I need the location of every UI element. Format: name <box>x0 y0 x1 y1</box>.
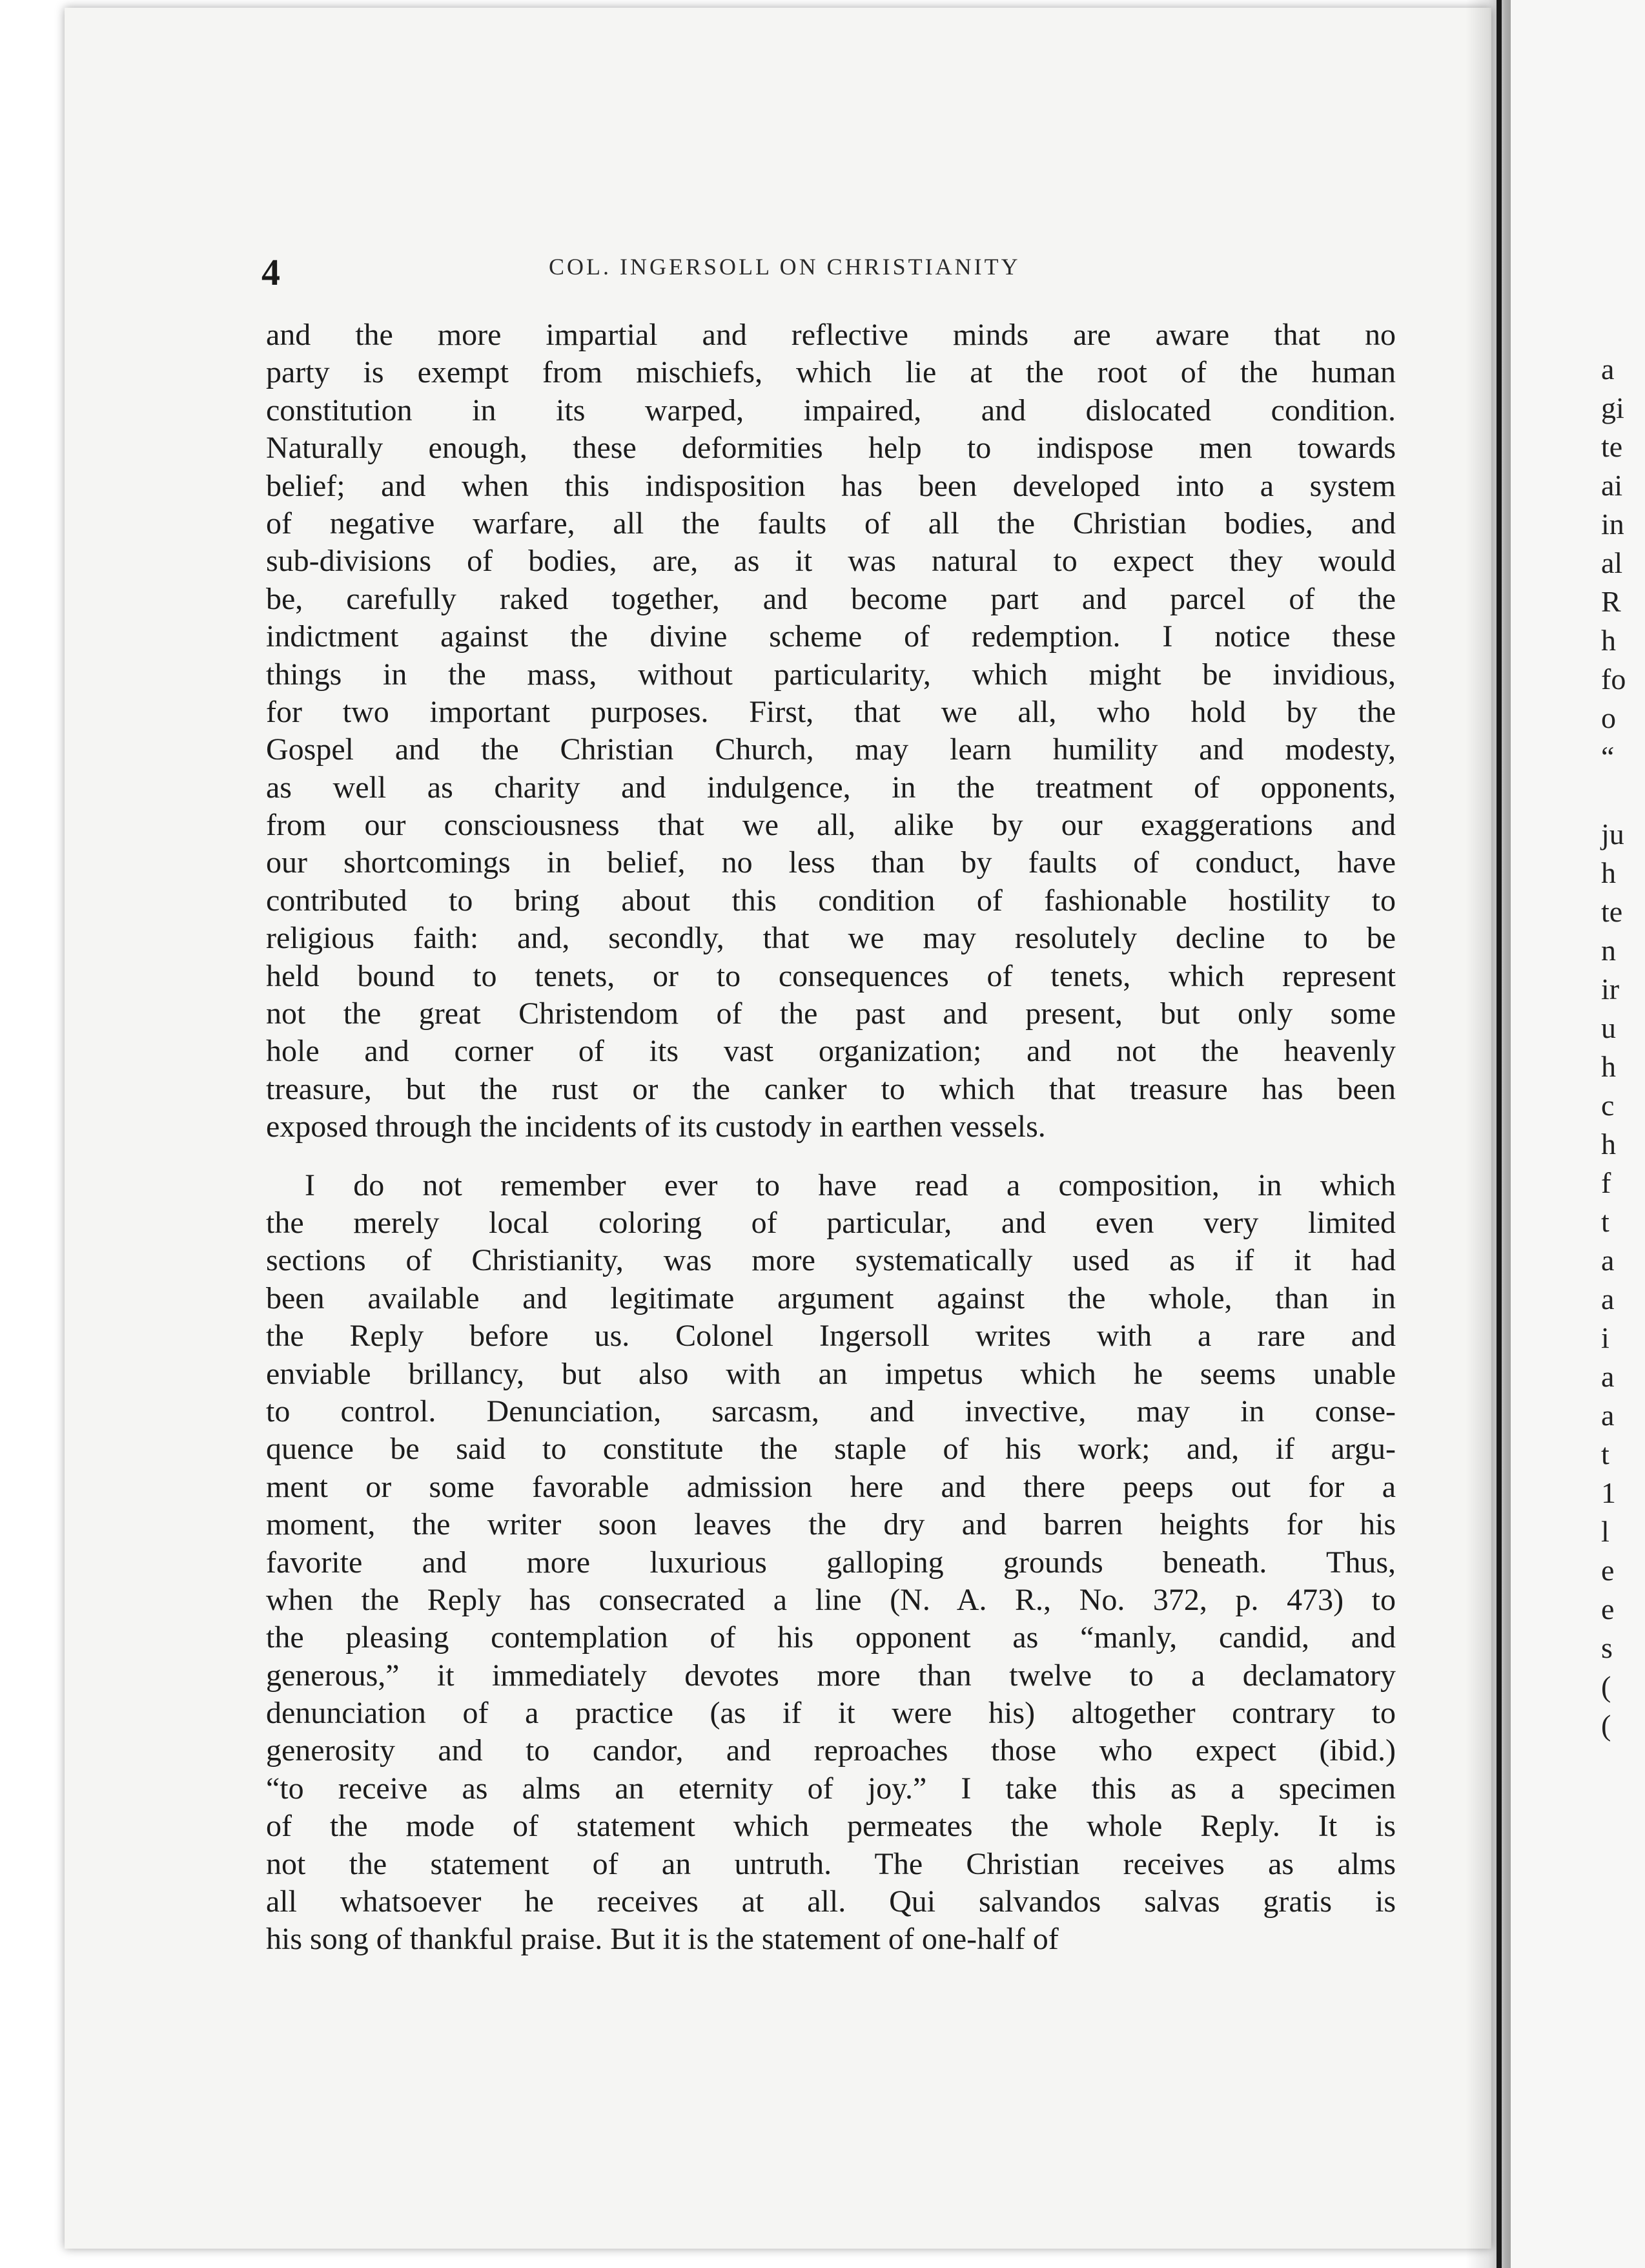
facing-page-fragment: a <box>1601 1360 1615 1393</box>
facing-page-fragment: c <box>1601 1089 1615 1122</box>
facing-page-fragment: h <box>1601 1128 1616 1160</box>
facing-page-fragment: l <box>1601 1515 1609 1548</box>
text-line: his song of thankful praise. But it is the statement of one-half of <box>266 1922 1059 1957</box>
facing-page-fragment: h <box>1601 856 1616 889</box>
facing-page-fragment: te <box>1601 895 1623 928</box>
facing-page-fragment: a <box>1601 1283 1615 1315</box>
facing-page-fragment: e <box>1601 1593 1615 1625</box>
text-line: not the statement of an untruth. The Christian receives as alms <box>266 1846 1396 1881</box>
facing-page-fragment: ir <box>1601 973 1620 1005</box>
facing-page-fragment: t <box>1601 1438 1609 1470</box>
text-line: the merely local coloring of particular, and even very limited <box>266 1205 1396 1240</box>
text-line: of the mode of statement which permeates the whole Reply. It is <box>266 1809 1396 1844</box>
text-line: hole and corner of its vast organization; and not the heavenly <box>266 1034 1396 1069</box>
text-line: enviable brillancy, but also with an impetus which he seems unable <box>266 1356 1396 1391</box>
text-line: moment, the writer soon leaves the dry and barren heights for his <box>266 1507 1396 1542</box>
facing-page-fragment: fo <box>1601 663 1626 696</box>
text-line: all whatsoever he receives at all. Qui salvandos salvas gratis is <box>266 1884 1396 1919</box>
facing-page-fragment: 1 <box>1601 1476 1616 1509</box>
facing-page-fragment: a <box>1601 353 1615 386</box>
text-line: things in the mass, without particularity, which might be invidious, <box>266 657 1396 692</box>
text-line: sections of Christianity, was more systematically used as if it had <box>266 1243 1396 1278</box>
text-line: as well as charity and indulgence, in the treatment of opponents, <box>266 770 1396 805</box>
facing-page-fragment: f <box>1601 1166 1611 1199</box>
text-line: I do not remember ever to have read a composition, in which <box>305 1168 1396 1202</box>
facing-page-fragment: n <box>1601 934 1616 967</box>
facing-page-fragment: h <box>1601 1050 1616 1083</box>
text-line: from our consciousness that we all, alike by our exaggerations and <box>266 808 1396 843</box>
facing-page-fragment: e <box>1601 1554 1615 1587</box>
text-line: denunciation of a practice (as if it were his) altogether contrary to <box>266 1696 1396 1731</box>
facing-page-fragment: a <box>1601 1399 1615 1432</box>
body-text <box>266 316 1396 1959</box>
text-line: “to receive as alms an eternity of joy.” I take this as a specimen <box>266 1771 1396 1806</box>
text-line: sub-divisions of bodies, are, as it was natural to expect they would <box>266 544 1396 579</box>
text-line: treasure, but the rust or the canker to which that treasure has been <box>266 1071 1396 1106</box>
page-number: 4 <box>261 251 280 293</box>
facing-page-fragment: R <box>1601 585 1621 618</box>
text-line: be, carefully raked together, and become part and parcel of the <box>266 581 1396 616</box>
facing-page-fragment: al <box>1601 546 1623 579</box>
facing-page-fragment: ( <box>1601 1670 1611 1703</box>
text-line: when the Reply has consecrated a line (N. A. R., No. 372, p. 473) to <box>266 1582 1396 1617</box>
text-line: and the more impartial and reflective minds are aware that no <box>266 318 1396 352</box>
text-line: Gospel and the Christian Church, may learn humility and modesty, <box>266 732 1396 767</box>
text-line: of negative warfare, all the faults of all the Christian bodies, and <box>266 506 1396 541</box>
right-page-edge <box>1504 0 1645 2268</box>
text-line: Naturally enough, these deformities help to indispose men towards <box>266 431 1396 466</box>
text-line: quence be said to constitute the staple of his work; and, if argu- <box>266 1432 1396 1467</box>
facing-page-fragment: h <box>1601 624 1616 657</box>
text-line: generosity and to candor, and reproaches those who expect (ibid.) <box>266 1733 1396 1768</box>
facing-page-fragment: u <box>1601 1011 1616 1044</box>
text-line: not the great Christendom of the past and present, but only some <box>266 996 1396 1031</box>
text-line: for two important purposes. First, that we all, who hold by the <box>266 694 1396 729</box>
facing-page-fragment: o <box>1601 701 1616 734</box>
facing-page-fragment: a <box>1601 1244 1615 1277</box>
facing-page-fragment: i <box>1601 1321 1609 1354</box>
text-line: been available and legitimate argument against the whole, than in <box>266 1281 1396 1315</box>
facing-page-fragment: ai <box>1601 469 1623 502</box>
paragraph <box>266 316 1396 1146</box>
text-line: ment or some favorable admission here and there peeps out for a <box>266 1469 1396 1504</box>
text-line: to control. Denunciation, sarcasm, and invective, may in conse- <box>266 1394 1396 1428</box>
text-line: contributed to bring about this condition of fashionable hostility to <box>266 883 1396 918</box>
facing-page-fragment: “ <box>1601 740 1615 773</box>
text-line: generous,” it immediately devotes more than twelve to a declamatory <box>266 1658 1396 1693</box>
text-line: party is exempt from mischiefs, which lie at the root of the human <box>266 355 1396 390</box>
gutter-shadow <box>1466 0 1511 2268</box>
text-line: held bound to tenets, or to consequences of tenets, which represent <box>266 958 1396 993</box>
facing-page-fragment: ( <box>1601 1709 1611 1742</box>
facing-page-fragment: ju <box>1601 818 1624 850</box>
facing-page-fragment: t <box>1601 1205 1609 1238</box>
paragraph <box>266 1167 1396 1959</box>
text-line: the pleasing contemplation of his opponent as “manly, candid, and <box>266 1620 1396 1655</box>
gutter-line <box>1497 0 1502 2268</box>
text-line: belief; and when this indisposition has been developed into a system <box>266 468 1396 503</box>
facing-page-fragment: s <box>1601 1631 1613 1664</box>
text-line: religious faith: and, secondly, that we may resolutely decline to be <box>266 921 1396 956</box>
facing-page-fragment: in <box>1601 508 1624 541</box>
text-line: the Reply before us. Colonel Ingersoll writes with a rare and <box>266 1319 1396 1354</box>
text-line: favorite and more luxurious galloping grounds beneath. Thus, <box>266 1545 1396 1580</box>
running-head: COL. INGERSOLL ON CHRISTIANITY <box>549 254 1021 280</box>
text-line: exposed through the incidents of its custody in earthen vessels. <box>266 1109 1046 1144</box>
text-line: our shortcomings in belief, no less than by faults of conduct, have <box>266 845 1396 880</box>
facing-page-fragment: gi <box>1601 391 1624 424</box>
text-line: indictment against the divine scheme of redemption. I notice these <box>266 619 1396 654</box>
facing-page-fragment: te <box>1601 430 1623 463</box>
text-line: constitution in its warped, impaired, and dislocated condition. <box>266 393 1396 428</box>
paragraph-gap <box>266 1146 1396 1167</box>
